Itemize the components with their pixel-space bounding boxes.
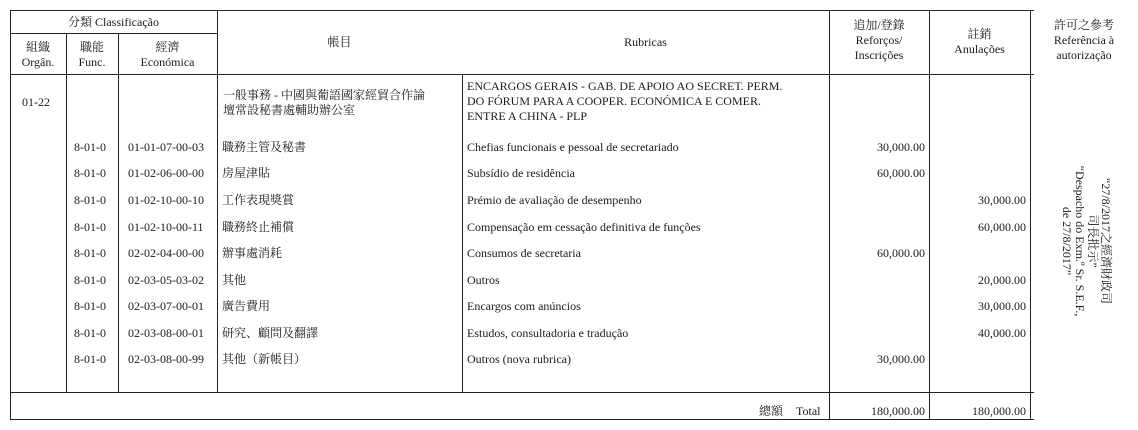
row-func-code: 8-01-0 [74, 352, 106, 366]
section-title-pt-line3: ENTRE A CHINA - PLP [467, 109, 588, 123]
rule-reinforce [929, 10, 930, 420]
rule-econ [217, 10, 218, 393]
row-econ-code: 02-03-07-00-01 [128, 299, 204, 313]
row-rubric-pt: Estudos, consultadoria e tradução [467, 326, 629, 340]
organ-header-pt: Orgân. [21, 55, 55, 69]
classification-header: 分類 Classificação [68, 15, 159, 29]
row-rubric-zh: 辦事處消耗 [222, 246, 283, 260]
rule-header-bottom [10, 74, 1034, 75]
authorization-header-pt2: autorização [1056, 48, 1112, 62]
organ-header-zh: 組織 [25, 40, 50, 54]
total-label-pt: Total [796, 404, 821, 418]
row-rubric-zh: 房屋津貼 [222, 166, 271, 180]
row-rubric-pt: Prémio de avaliação de desempenho [467, 193, 642, 207]
row-rubric-zh: 廣告費用 [222, 299, 271, 313]
row-func-code: 8-01-0 [74, 140, 106, 154]
row-rubric-pt: Subsídio de residência [467, 166, 575, 180]
row-rubric-pt: Outros [467, 273, 500, 287]
reinforce-header-zh: 追加/登錄 [853, 18, 905, 32]
econ-header-zh: 經濟 [155, 40, 180, 54]
rule-total-top [10, 392, 1034, 393]
authorization-reference-text [1060, 96, 1112, 386]
row-reinforce-amount: 30,000.00 [877, 352, 925, 366]
row-rubric-zh: 研究、顧問及翻譯 [222, 326, 319, 340]
row-rubric-zh: 其他 [222, 273, 247, 287]
row-rubric-pt: Chefias funcionais e pessoal de secretariado [467, 140, 679, 154]
row-annul-amount: 60,000.00 [978, 220, 1026, 234]
row-econ-code: 01-02-10-00-11 [128, 220, 204, 234]
rule-top [10, 10, 1034, 11]
row-reinforce-amount: 60,000.00 [877, 246, 925, 260]
row-annul-amount: 30,000.00 [978, 299, 1026, 313]
row-reinforce-amount: 30,000.00 [877, 140, 925, 154]
section-organ-code: 01-22 [22, 95, 50, 109]
rule-annul [1030, 10, 1031, 420]
row-econ-code: 02-02-04-00-00 [128, 246, 204, 260]
row-func-code: 8-01-0 [74, 246, 106, 260]
rubric-header-zh: 帳目 [327, 35, 352, 49]
row-func-code: 8-01-0 [74, 326, 106, 340]
row-func-code: 8-01-0 [74, 220, 106, 234]
authorization-reference-line: de 27/8/2017” [1060, 206, 1074, 276]
row-func-code: 8-01-0 [74, 193, 106, 207]
rule-classification [10, 33, 217, 34]
rule-left [10, 10, 11, 420]
row-rubric-pt: Consumos de secretaria [467, 246, 581, 260]
rule-organ [66, 33, 67, 393]
section-title-pt-line1: ENCARGOS GERAIS - GAB. DE APOIO AO SECRET. PERM. [467, 79, 783, 93]
row-func-code: 8-01-0 [74, 299, 106, 313]
annul-header-zh: 註銷 [967, 27, 992, 41]
rule-bottom [10, 419, 1034, 420]
annul-header-pt: Anulações [954, 42, 1005, 56]
row-rubric-zh: 其他（新帳目） [222, 352, 307, 366]
econ-header-pt: Económica [140, 55, 195, 69]
total-label-zh: 總額 [759, 404, 784, 418]
section-title-zh-line2: 壇常設秘書處輔助辦公室 [223, 103, 356, 117]
row-rubric-zh: 工作表現獎賞 [222, 193, 295, 207]
row-econ-code: 01-02-10-00-10 [128, 193, 204, 207]
row-rubric-pt: Outros (nova rubrica) [467, 352, 571, 366]
row-func-code: 8-01-0 [74, 166, 106, 180]
authorization-reference-line: 司長批示” [1086, 214, 1100, 268]
row-econ-code: 01-02-06-00-00 [128, 166, 204, 180]
total-annul-amount: 180,000.00 [972, 404, 1026, 418]
authorization-reference-line: “27/8/2017之經濟財政司 [1099, 178, 1113, 304]
row-reinforce-amount: 60,000.00 [877, 166, 925, 180]
row-rubric-pt: Encargos com anúncios [467, 299, 581, 313]
total-reinforce-amount: 180,000.00 [871, 404, 925, 418]
func-header-pt: Func. [78, 55, 106, 69]
section-title-zh-line1: 一般事務 - 中國與葡語國家經貿合作論 [223, 88, 425, 102]
row-econ-code: 01-01-07-00-03 [128, 140, 204, 154]
reinforce-header-pt1: Reforços/ [855, 33, 903, 47]
row-func-code: 8-01-0 [74, 273, 106, 287]
reinforce-header-pt2: Inscrições [854, 48, 904, 62]
authorization-reference-line: “Despacho do Exm.º Sr. S.E.F., [1073, 165, 1087, 317]
func-header-zh: 職能 [79, 40, 104, 54]
row-rubric-zh: 職務主管及秘書 [222, 140, 307, 154]
row-econ-code: 02-03-05-03-02 [128, 273, 204, 287]
authorization-header-pt1: Referência à [1053, 33, 1115, 47]
row-econ-code: 02-03-08-00-01 [128, 326, 204, 340]
rubric-header-pt: Rubricas [624, 35, 667, 49]
row-annul-amount: 30,000.00 [978, 193, 1026, 207]
rule-zh [462, 74, 463, 393]
authorization-header-zh: 許可之參考 [1053, 18, 1114, 32]
section-title-pt-line2: DO FÓRUM PARA A COOPER. ECONÓMICA E COMER. [467, 94, 761, 108]
row-rubric-pt: Compensação em cessação definitiva de funções [467, 220, 701, 234]
row-annul-amount: 20,000.00 [978, 273, 1026, 287]
rule-func [118, 33, 119, 393]
authorization-reference [1038, 96, 1134, 386]
row-econ-code: 02-03-08-00-99 [128, 352, 204, 366]
row-annul-amount: 40,000.00 [978, 326, 1026, 340]
row-rubric-zh: 職務終止補償 [222, 220, 295, 234]
